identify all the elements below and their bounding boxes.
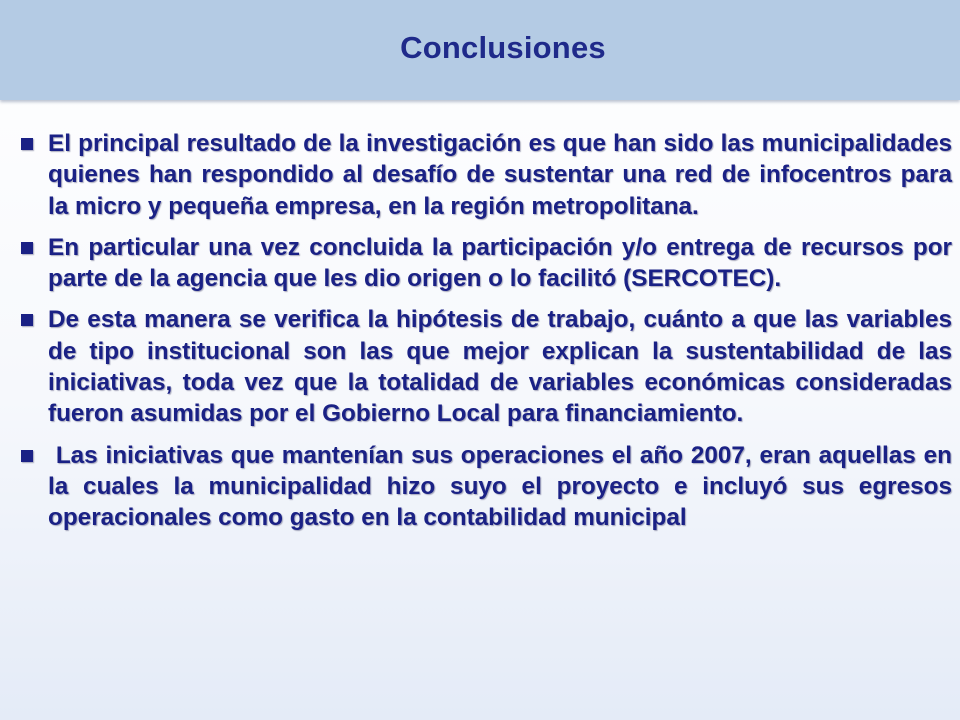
bullet-item-2 — [18, 232, 952, 295]
bullet-item-3 — [18, 304, 952, 429]
square-bullet-icon — [21, 450, 33, 462]
bullet-text-4: Las iniciativas que mantenían sus operaciones el año 2007, eran aquellas en la cuales la municipalidad hizo suyo el proyecto e incluyó sus egresos operacionales como gasto en la contabilidad municipal — [48, 441, 959, 532]
square-bullet-icon — [21, 242, 33, 254]
bullet-text-2: En particular una vez concluida la participación y/o entrega de recursos por parte de la agencia que les dio origen o lo facilitó (SERCOTEC). — [48, 233, 952, 293]
square-bullet-icon — [21, 314, 33, 326]
bullet-item-4 — [18, 440, 959, 534]
title-bar — [0, 0, 960, 100]
bullet-item-1 — [18, 128, 952, 222]
square-bullet-icon — [21, 138, 33, 150]
bullet-text-1: El principal resultado de la investigación es que han sido las municipalidades quienes han respondido al desafío de sustentar una red de infocentros para la micro y pequeña empresa, en la región metropolitana. — [48, 130, 952, 220]
bullet-text-3: De esta manera se verifica la hipótesis de trabajo, cuánto a que las variables de tipo institucional son las que mejor explican la sustentabilidad de las iniciativas, toda vez que la totalidad de variables económicas consideradas fueron asumidas por el Gobierno Local para financiamiento. — [48, 306, 952, 428]
slide-title: Conclusiones — [400, 30, 606, 65]
bullet-list — [18, 128, 959, 544]
